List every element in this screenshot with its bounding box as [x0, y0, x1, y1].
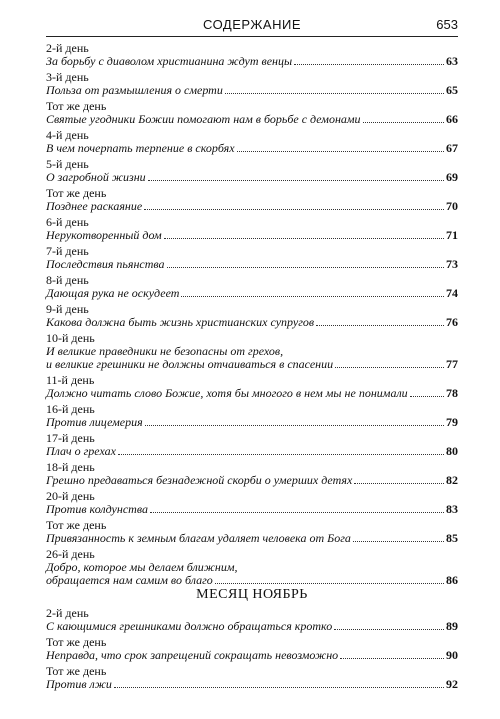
toc-entry-title: Неправда, что срок запрещений сокращать невозможно	[46, 648, 339, 662]
toc-entry-line	[46, 200, 458, 213]
toc-entry-title: обращается нам самим во благо	[46, 573, 213, 587]
header-page-number: 653	[436, 17, 458, 32]
toc-entry-title: Последствия пьянства	[46, 257, 165, 271]
toc-entry-page: 82	[446, 473, 458, 487]
toc-entry-line	[46, 503, 458, 516]
toc-entry-day: 18-й день	[46, 460, 95, 474]
toc-entry-page: 80	[446, 444, 458, 458]
toc-entry-line	[46, 445, 458, 458]
toc-entry-title: В чем почерпать терпение в скорбях	[46, 141, 235, 155]
toc-entry-day: Тот же день	[46, 518, 107, 532]
toc-entry[interactable]	[46, 332, 458, 371]
dot-leader	[294, 64, 444, 65]
toc-entry-line	[46, 574, 458, 587]
toc-entry-page: 92	[446, 677, 458, 691]
toc-entry[interactable]	[46, 607, 458, 633]
toc-entry-day: 2-й день	[46, 41, 89, 55]
toc-entry-page: 65	[446, 83, 458, 97]
header-title: СОДЕРЖАНИЕ	[202, 17, 301, 32]
toc-entry-page: 83	[446, 502, 458, 516]
toc-entry-day: 20-й день	[46, 489, 95, 503]
toc-entry[interactable]	[46, 158, 458, 184]
toc-entry-day: 11-й день	[46, 373, 95, 387]
toc-entry[interactable]	[46, 274, 458, 300]
toc-entry[interactable]	[46, 403, 458, 429]
running-header	[46, 14, 458, 37]
toc-entry-day: 16-й день	[46, 402, 95, 416]
toc-entry-title: И великие праведники не безопасны от грехов,	[46, 344, 284, 358]
toc-entry-line	[46, 55, 458, 68]
toc-entry-line	[46, 316, 458, 329]
dot-leader	[144, 209, 444, 210]
toc-entry-line	[46, 620, 458, 633]
toc-entry-page: 71	[446, 228, 458, 242]
toc-entry-title: Плач о грехах	[46, 444, 116, 458]
toc-entry[interactable]	[46, 374, 458, 400]
toc-entry-line	[46, 678, 458, 691]
dot-leader	[316, 325, 444, 326]
toc-entry-title: Грешно предаваться безнадежной скорби о умерших детях	[46, 473, 353, 487]
toc-entry-line	[46, 229, 458, 242]
toc-entry-title: и великие грешники не должны отчаиваться в спасении	[46, 357, 334, 371]
toc-entry-title: Польза от размышления о смерти	[46, 83, 223, 97]
toc-entry-day: Тот же день	[46, 99, 107, 113]
toc-entry-page: 74	[446, 286, 458, 300]
toc-entry-day: 8-й день	[46, 273, 89, 287]
toc-entry-line	[46, 474, 458, 487]
dot-leader	[167, 267, 444, 268]
toc-entry[interactable]	[46, 490, 458, 516]
toc-entry-day: 7-й день	[46, 244, 89, 258]
toc-entry-day: Тот же день	[46, 186, 107, 200]
toc-entry[interactable]	[46, 636, 458, 662]
toc-entry-page: 86	[446, 573, 458, 587]
toc-entry[interactable]	[46, 303, 458, 329]
toc-entry[interactable]	[46, 461, 458, 487]
toc-entry-day: Тот же день	[46, 635, 107, 649]
toc-entry-title: С кающимися грешниками должно обращаться кротко	[46, 619, 333, 633]
dot-leader	[150, 512, 444, 513]
toc-entry-title: Против колдунства	[46, 502, 148, 516]
toc-entry-line	[46, 649, 458, 662]
toc-entry-day: 17-й день	[46, 431, 95, 445]
toc-entry[interactable]	[46, 665, 458, 691]
toc-entry-day: 2-й день	[46, 606, 89, 620]
dot-leader	[145, 425, 444, 426]
dot-leader	[164, 238, 444, 239]
toc-entry[interactable]	[46, 245, 458, 271]
dot-leader	[334, 629, 444, 630]
toc-entry-line	[46, 358, 458, 371]
dot-leader	[225, 93, 444, 94]
toc-entry-line	[46, 387, 458, 400]
toc-entry-title: Добро, которое мы делаем ближним,	[46, 560, 238, 574]
dot-leader	[335, 367, 444, 368]
toc-entry-title: Привязанность к земным благам удаляет человека от Бога	[46, 531, 351, 545]
toc-entry-day: 5-й день	[46, 157, 89, 171]
toc-entry-day: 6-й день	[46, 215, 89, 229]
toc-entry-day: 4-й день	[46, 128, 89, 142]
toc-entry[interactable]	[46, 548, 458, 587]
toc-entry-page: 79	[446, 415, 458, 429]
toc-list-october	[46, 42, 458, 590]
toc-entry-page: 70	[446, 199, 458, 213]
dot-leader	[148, 180, 444, 181]
toc-entry-line	[46, 416, 458, 429]
toc-entry-title: За борьбу с диаволом христианина ждут венцы	[46, 54, 293, 68]
toc-entry-day: 3-й день	[46, 70, 89, 84]
toc-entry-line	[46, 84, 458, 97]
toc-entry-day: Тот же день	[46, 664, 107, 678]
section-heading: МЕСЯЦ НОЯБРЬ	[196, 587, 308, 602]
toc-entry-page: 77	[446, 357, 458, 371]
toc-entry-title: Нерукотворенный дом	[46, 228, 162, 242]
dot-leader	[354, 483, 444, 484]
toc-entry-page: 66	[446, 112, 458, 126]
toc-entry-page: 85	[446, 531, 458, 545]
toc-entry[interactable]	[46, 187, 458, 213]
toc-entry[interactable]	[46, 129, 458, 155]
toc-entry-title: Против лжи	[46, 677, 112, 691]
dot-leader	[340, 658, 444, 659]
toc-entry-day: 26-й день	[46, 547, 95, 561]
toc-entry-day: 9-й день	[46, 302, 89, 316]
toc-entry-page: 89	[446, 619, 458, 633]
dot-leader	[237, 151, 444, 152]
toc-entry[interactable]	[46, 100, 458, 126]
toc-entry[interactable]	[46, 519, 458, 545]
toc-entry-day: 10-й день	[46, 331, 95, 345]
toc-entry[interactable]	[46, 432, 458, 458]
toc-entry[interactable]	[46, 216, 458, 242]
toc-list-november	[46, 607, 458, 694]
dot-leader	[410, 396, 444, 397]
toc-entry-title: Должно читать слово Божие, хотя бы многого в нем мы не понимали	[46, 386, 408, 400]
toc-entry-title: Позднее раскаяние	[46, 199, 143, 213]
toc-entry-line	[46, 142, 458, 155]
toc-entry-page: 76	[446, 315, 458, 329]
toc-entry-page: 63	[446, 54, 458, 68]
toc-entry-page: 67	[446, 141, 458, 155]
toc-entry-title: Дающая рука не оскудеет	[46, 286, 180, 300]
toc-entry-line	[46, 258, 458, 271]
toc-entry-line	[46, 287, 458, 300]
dot-leader	[363, 122, 444, 123]
dot-leader	[215, 583, 444, 584]
toc-entry-line	[46, 113, 458, 126]
toc-entry-page: 73	[446, 257, 458, 271]
dot-leader	[118, 454, 444, 455]
dot-leader	[353, 541, 444, 542]
toc-entry[interactable]	[46, 42, 458, 68]
toc-entry-line	[46, 532, 458, 545]
toc-entry-page: 90	[446, 648, 458, 662]
toc-entry-page: 78	[446, 386, 458, 400]
toc-entry-title: Святые угодники Божии помогают нам в борьбе с демонами	[46, 112, 361, 126]
toc-entry-title: О загробной жизни	[46, 170, 146, 184]
dot-leader	[114, 687, 444, 688]
toc-entry[interactable]	[46, 71, 458, 97]
toc-entry-title: Против лицемерия	[46, 415, 143, 429]
dot-leader	[181, 296, 444, 297]
toc-entry-title: Какова должна быть жизнь христианских супругов	[46, 315, 315, 329]
toc-entry-line	[46, 171, 458, 184]
toc-entry-page: 69	[446, 170, 458, 184]
